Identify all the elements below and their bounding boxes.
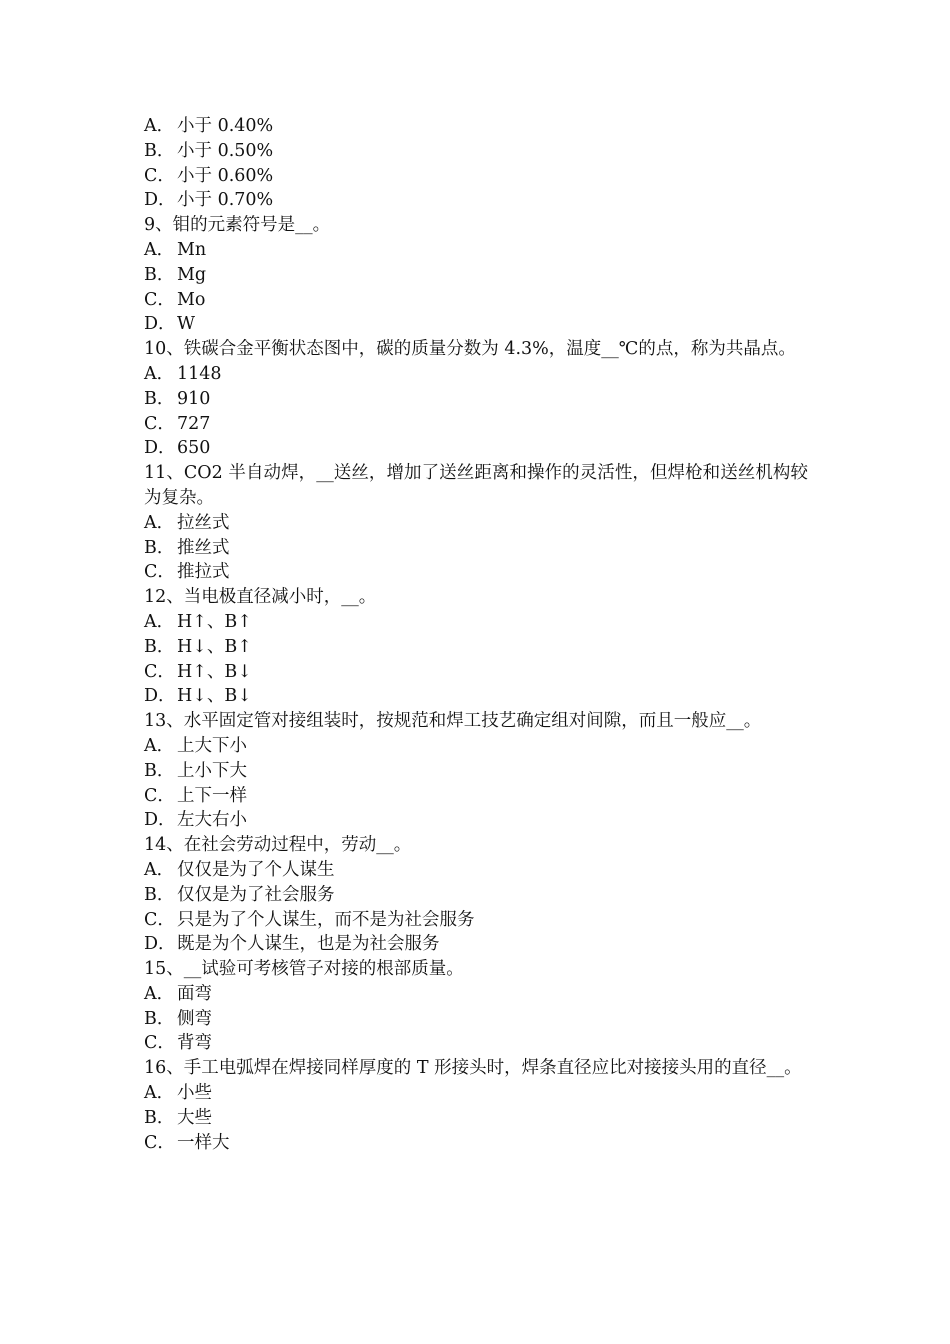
answer-option [144,759,808,784]
option-letter: B． [144,884,175,905]
option-letter: B． [144,1107,175,1128]
answer-option [144,784,808,809]
option-letter: D． [144,314,176,335]
option-text: 仅仅是为了社会服务 [177,884,335,905]
option-text: Mo [177,289,206,310]
answer-option [144,238,808,263]
answer-option [144,139,808,164]
option-letter: C． [144,1132,175,1153]
option-text: Mn [177,239,207,260]
option-text: 背弯 [177,1033,212,1054]
answer-option [144,436,808,461]
option-text: 大些 [177,1107,212,1128]
option-letter: A． [144,859,175,880]
answer-option [144,734,808,759]
answer-option [144,263,808,288]
option-text: 拉丝式 [177,512,230,533]
question-text: 15、__试验可考核管子对接的根部质量。 [144,959,464,980]
option-letter: A． [144,512,175,533]
question-text: 10、铁碳合金平衡状态图中，碳的质量分数为 4.3%，温度__℃的点，称为共晶点。 [144,339,796,360]
answer-option [144,387,808,412]
option-text: H↑、B↑ [177,611,252,632]
option-text: H↑、B↓ [177,661,252,682]
option-letter: B． [144,537,175,558]
option-letter: B． [144,760,175,781]
answer-option [144,883,808,908]
answer-option [144,164,808,189]
question-text: 13、水平固定管对接组装时，按规范和焊工技艺确定组对间隙，而且一般应__。 [144,711,762,732]
option-text: 727 [177,413,211,434]
answer-option [144,908,808,933]
question-text: 16、手工电弧焊在焊接同样厚度的 T 形接头时，焊条直径应比对接接头用的直径__。 [144,1058,802,1079]
option-letter: C． [144,562,175,583]
question-text: 11、CO2 半自动焊，__送丝，增加了送丝距离和操作的灵活性，但焊枪和送丝机构较为复杂。 [144,463,808,508]
option-letter: A． [144,363,175,384]
answer-option [144,610,808,635]
option-letter: B． [144,1008,175,1029]
answer-option [144,412,808,437]
option-text: 只是为了个人谋生，而不是为社会服务 [177,909,475,930]
option-letter: D． [144,686,176,707]
option-letter: C． [144,785,175,806]
option-letter: A． [144,983,175,1004]
option-text: 上下一样 [177,785,247,806]
option-text: Mg [177,264,207,285]
option-text: 小些 [177,1083,212,1104]
option-letter: A． [144,1083,175,1104]
answer-option [144,1131,808,1156]
question-text: 9、钼的元素符号是__。 [144,215,331,236]
answer-option [144,1031,808,1056]
answer-option [144,982,808,1007]
option-letter: D． [144,934,176,955]
answer-option [144,808,808,833]
answer-option [144,858,808,883]
option-text: H↓、B↑ [177,636,252,657]
option-text: 1148 [177,363,222,384]
option-letter: C． [144,165,175,186]
answer-option [144,684,808,709]
option-letter: A． [144,611,175,632]
answer-option [144,560,808,585]
question-text: 14、在社会劳动过程中，劳动__。 [144,835,412,856]
option-text: 小于 0.70% [177,190,274,211]
answer-option [144,932,808,957]
option-letter: C． [144,1033,175,1054]
question-text: 12、当电极直径减小时，__。 [144,587,377,608]
option-text: 侧弯 [177,1008,212,1029]
option-text: 上小下大 [177,760,247,781]
option-text: 650 [177,438,211,459]
option-letter: B． [144,264,175,285]
answer-option [144,188,808,213]
option-text: 既是为个人谋生，也是为社会服务 [177,934,440,955]
answer-option [144,511,808,536]
option-letter: A． [144,239,175,260]
option-letter: C． [144,413,175,434]
option-text: 上大下小 [177,735,247,756]
option-letter: B． [144,140,175,161]
answer-option [144,1007,808,1032]
answer-option [144,660,808,685]
option-letter: A． [144,116,175,136]
option-letter: B． [144,636,175,657]
option-text: 仅仅是为了个人谋生 [177,859,335,880]
option-text: W [177,314,195,335]
answer-option [144,312,808,337]
option-letter: D． [144,190,176,211]
option-text: 面弯 [177,983,212,1004]
answer-option [144,635,808,660]
option-text: 小于 0.40% [177,116,274,136]
option-text: 推拉式 [177,562,230,583]
option-letter: A． [144,735,175,756]
option-letter: C． [144,289,175,310]
answer-option [144,1106,808,1131]
answer-option [144,114,808,139]
option-text: 推丝式 [177,537,230,558]
option-text: 小于 0.60% [177,165,274,186]
answer-option [144,362,808,387]
option-text: 左大右小 [177,810,247,831]
option-text: H↓、B↓ [177,686,252,707]
option-letter: D． [144,810,176,831]
option-text: 一样大 [177,1132,230,1153]
option-text: 910 [177,388,211,409]
answer-option [144,1081,808,1106]
answer-option [144,536,808,561]
question-list [144,114,808,1155]
option-letter: C． [144,661,175,682]
option-letter: B． [144,388,175,409]
option-letter: D． [144,438,176,459]
option-text: 小于 0.50% [177,140,274,161]
option-letter: C． [144,909,175,930]
answer-option [144,288,808,313]
